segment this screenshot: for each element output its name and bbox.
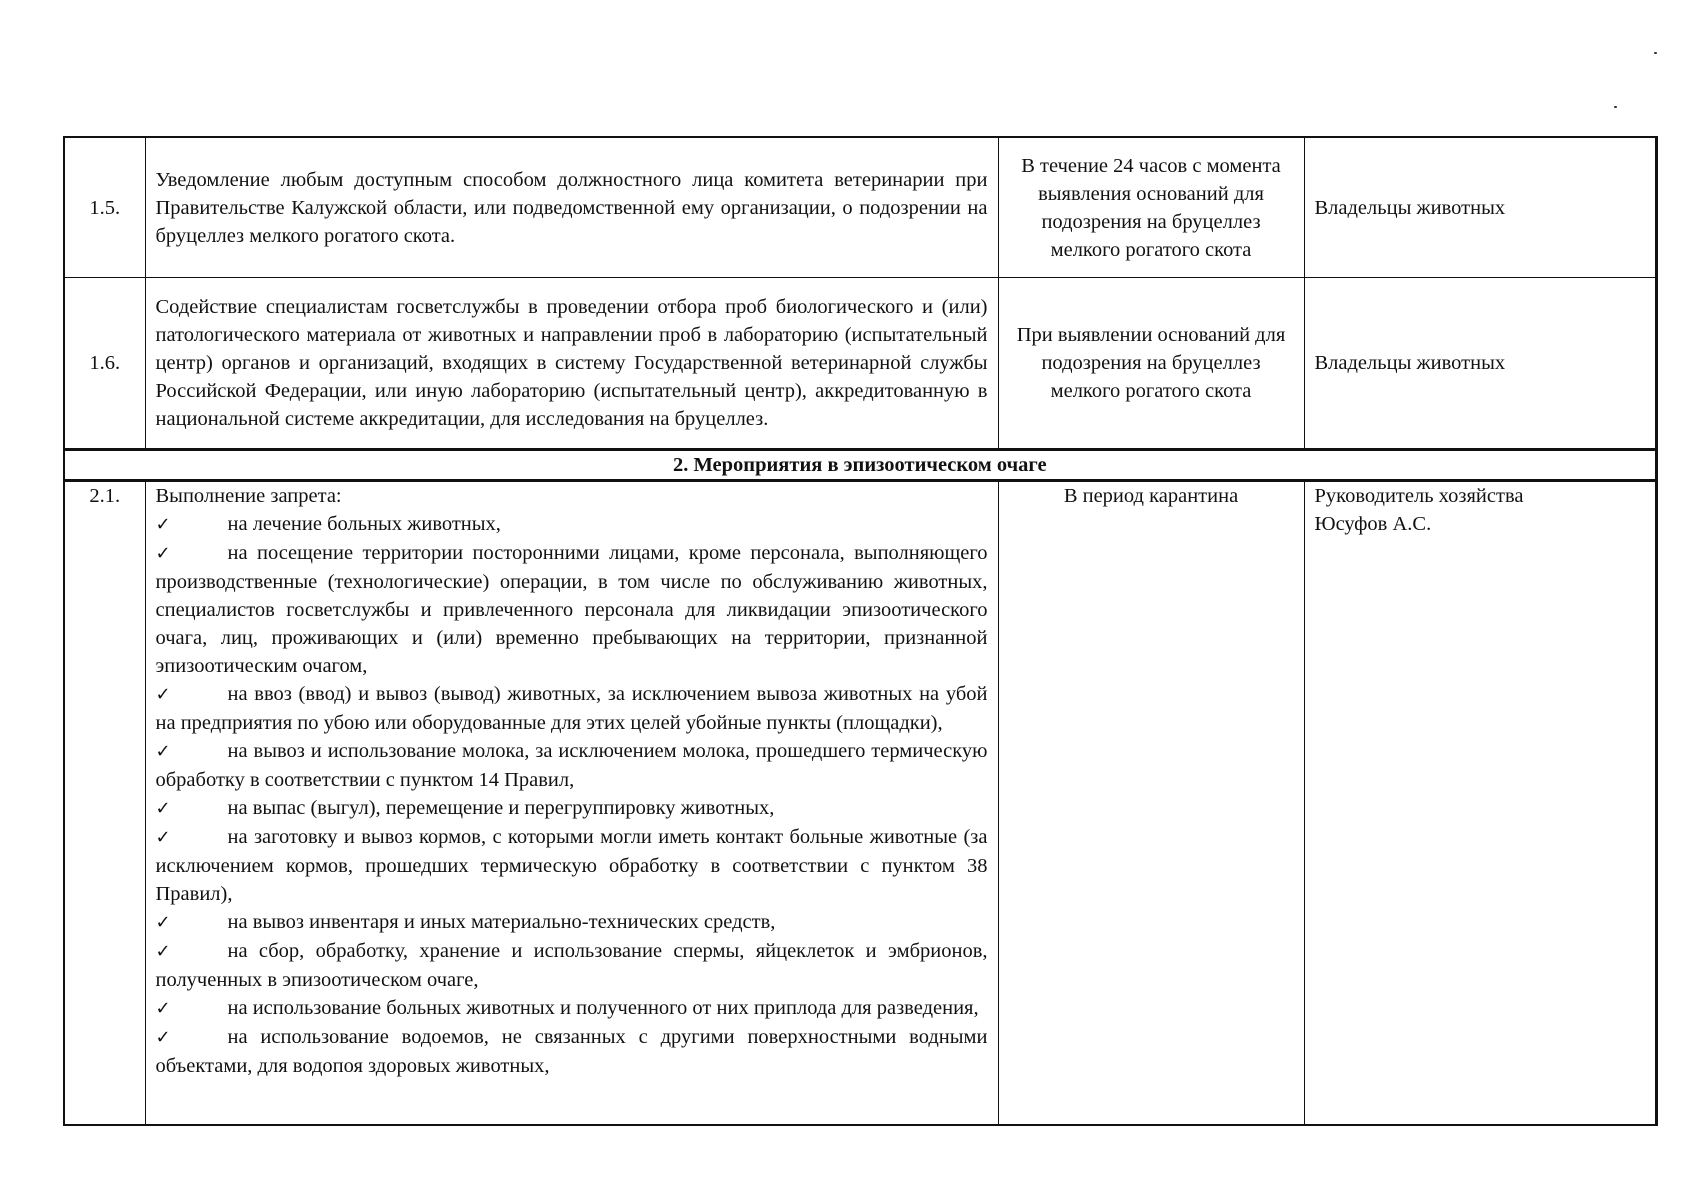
measure-deadline: При выявлении оснований для подозрения на бруцеллез мелкого рогатого скота [998,278,1304,450]
prohibition-item: ✓ на посещение территории посторонними лицами, кроме персонала, выполняющего производственные (технологические) операции, в том числе по обслуживанию животных, специалистов госветслужбы и привлеченного персонала для ликвидации эпизоотического очага, лиц, проживающих и (или) временно пребывающих на территории, признанной эпизоотическим очагом, [155,542,988,677]
prohibition-item: ✓ на лечение больных животных, [156,510,988,539]
measure-description: Содействие специалистам госветслужбы в проведении отбора проб биологического и (или) патологического материала от животных и направлении проб в лабораторию (испытательный центр) органов и организаций, входящих в систему Государственной ветеринарной службы Российской Федерации, или иную лабораторию (испытательный центр), аккредитованную в национальной системе аккредитации, для исследования на бруцеллез. [145,278,998,450]
prohibition-item: ✓ на сбор, обработку, хранение и использование спермы, яйцеклеток и эмбрионов, полученных в эпизоотическом очаге, [155,940,988,991]
measure-description: Уведомление любым доступным способом должностного лица комитета ветеринарии при Правительстве Калужской области, или подведомственной ему организации, о подозрении на бруцеллез мелкого рогатого скота. [145,137,998,278]
checkmark-icon: ✓ [155,827,171,848]
section-header-row [64,450,1656,481]
checkmark-icon: ✓ [155,998,171,1019]
prohibition-item: ✓ на заготовку и вывоз кормов, с которыми могли иметь контакт больные животные (за исключением кормов, прошедших термическую обработку в соответствии с пунктом 38 Правил), [155,826,988,905]
checkmark-icon: ✓ [155,514,171,535]
measure-deadline: В течение 24 часов с момента выявления оснований для подозрения на бруцеллез мелкого рогатого скота [998,137,1304,278]
prohibition-item: ✓ на вывоз инвентаря и иных материально-технических средств, [156,908,988,937]
prohibition-item: ✓ на использование водоемов, не связанных с другими поверхностными водными объектами, для водопоя здоровых животных, [155,1026,988,1077]
row-number: 1.6. [64,278,145,450]
measures-table [63,136,1658,1126]
checkmark-icon: ✓ [155,941,171,962]
prohibition-item: ✓ на вывоз и использование молока, за исключением молока, прошедшего термическую обработку в соответствии с пунктом 14 Правил, [155,740,988,791]
checkmark-icon: ✓ [155,543,171,564]
section-title: 2. Мероприятия в эпизоотическом очаге [64,450,1656,481]
row-number: 1.5. [64,137,145,278]
measure-responsible [1304,481,1656,1126]
table-row [64,137,1656,278]
checkmark-icon: ✓ [155,798,171,819]
measure-description [145,481,998,1126]
row-number: 2.1. [64,481,145,1126]
scan-speck [1654,52,1657,54]
responsible-role: Руководитель хозяйства [1314,485,1524,507]
measure-deadline: В период карантина [998,481,1304,1126]
prohibition-intro: Выполнение запрета: [155,485,342,507]
prohibition-item: ✓ на выпас (выгул), перемещение и перегруппировку животных, [156,794,988,823]
scan-speck [1614,106,1617,108]
checkmark-icon: ✓ [155,741,171,762]
checkmark-icon: ✓ [155,684,171,705]
checkmark-icon: ✓ [155,912,171,933]
measure-responsible: Владельцы животных [1304,278,1656,450]
prohibition-item: ✓ на использование больных животных и полученного от них приплода для разведения, [156,994,988,1023]
table-row [64,278,1656,450]
checkmark-icon: ✓ [155,1027,171,1048]
prohibition-item: ✓ на ввоз (ввод) и вывоз (вывод) животных, за исключением вывоза животных на убой на предприятия по убою или оборудованные для этих целей убойные пункты (площадки), [155,683,988,734]
measure-responsible: Владельцы животных [1304,137,1656,278]
responsible-person: Юсуфов А.С. [1314,513,1432,535]
table-row [64,481,1656,1126]
